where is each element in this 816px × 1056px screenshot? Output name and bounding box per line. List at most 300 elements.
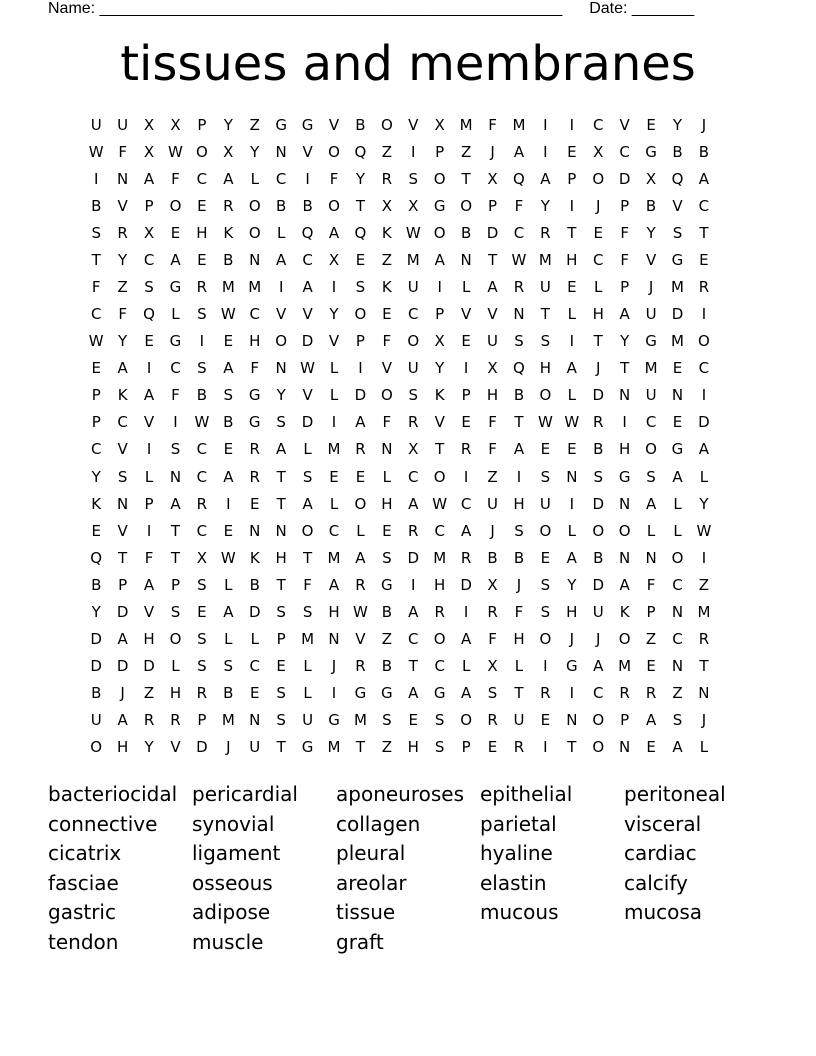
- grid-letter[interactable]: L: [461, 278, 471, 296]
- grid-letter[interactable]: R: [117, 223, 128, 242]
- grid-letter[interactable]: S: [487, 684, 498, 703]
- grid-letter[interactable]: Z: [698, 575, 710, 594]
- grid-letter[interactable]: C: [196, 521, 208, 540]
- grid-letter[interactable]: N: [249, 711, 261, 730]
- grid-letter[interactable]: M: [301, 630, 315, 649]
- grid-letter[interactable]: B: [91, 196, 102, 215]
- grid-letter[interactable]: J: [120, 684, 125, 703]
- grid-letter[interactable]: A: [143, 169, 155, 188]
- grid-letter[interactable]: A: [143, 386, 155, 405]
- grid-letter[interactable]: Q: [301, 223, 314, 242]
- grid-letter[interactable]: F: [329, 169, 339, 188]
- grid-letter[interactable]: X: [170, 115, 181, 134]
- grid-letter[interactable]: O: [592, 711, 605, 730]
- grid-letter[interactable]: V: [408, 115, 419, 134]
- grid-letter[interactable]: S: [434, 738, 445, 757]
- grid-letter[interactable]: E: [144, 332, 154, 351]
- grid-letter[interactable]: L: [224, 575, 233, 594]
- grid-letter[interactable]: S: [593, 467, 603, 486]
- grid-letter[interactable]: S: [170, 440, 181, 459]
- grid-letter[interactable]: M: [512, 115, 526, 134]
- grid-letter[interactable]: K: [434, 386, 445, 405]
- grid-letter[interactable]: L: [329, 386, 339, 405]
- grid-letter[interactable]: G: [169, 332, 182, 351]
- grid-letter[interactable]: F: [91, 278, 101, 296]
- grid-letter[interactable]: T: [435, 440, 445, 459]
- grid-letter[interactable]: U: [407, 359, 419, 378]
- grid-letter[interactable]: I: [543, 142, 548, 161]
- grid-letter[interactable]: A: [328, 575, 340, 594]
- grid-letter[interactable]: M: [671, 332, 684, 351]
- grid-letter[interactable]: T: [355, 738, 366, 757]
- grid-letter[interactable]: N: [619, 548, 631, 567]
- grid-letter[interactable]: T: [620, 359, 630, 378]
- grid-letter[interactable]: B: [672, 142, 683, 161]
- grid-letter[interactable]: A: [408, 602, 419, 621]
- grid-letter[interactable]: H: [619, 440, 631, 459]
- grid-letter[interactable]: C: [408, 630, 419, 649]
- grid-letter[interactable]: U: [487, 332, 499, 351]
- grid-letter[interactable]: H: [196, 223, 208, 242]
- grid-letter[interactable]: R: [196, 494, 208, 513]
- grid-letter[interactable]: X: [408, 440, 419, 459]
- grid-letter[interactable]: V: [434, 413, 445, 432]
- grid-letter[interactable]: O: [248, 223, 261, 242]
- grid-letter[interactable]: R: [408, 521, 419, 540]
- grid-letter[interactable]: H: [513, 630, 525, 649]
- grid-letter[interactable]: K: [381, 278, 392, 296]
- grid-letter[interactable]: P: [567, 169, 577, 188]
- grid-letter[interactable]: C: [408, 305, 419, 324]
- grid-letter[interactable]: A: [619, 305, 630, 324]
- grid-letter[interactable]: R: [513, 278, 525, 296]
- grid-letter[interactable]: D: [116, 657, 129, 676]
- grid-letter[interactable]: I: [569, 115, 575, 134]
- grid-letter[interactable]: L: [329, 359, 339, 378]
- grid-letter[interactable]: S: [276, 413, 286, 432]
- grid-letter[interactable]: X: [487, 575, 498, 594]
- grid-letter[interactable]: J: [596, 359, 601, 378]
- grid-letter[interactable]: C: [408, 467, 419, 486]
- grid-letter[interactable]: H: [592, 305, 604, 324]
- grid-letter[interactable]: V: [302, 386, 313, 405]
- grid-letter[interactable]: P: [144, 196, 154, 215]
- grid-letter[interactable]: S: [276, 711, 286, 730]
- grid-letter[interactable]: Z: [381, 630, 392, 649]
- grid-letter[interactable]: O: [380, 386, 393, 405]
- grid-letter[interactable]: Y: [672, 115, 683, 134]
- grid-letter[interactable]: B: [513, 386, 525, 405]
- grid-letter[interactable]: H: [143, 630, 155, 649]
- grid-letter[interactable]: L: [303, 440, 312, 459]
- grid-letter[interactable]: T: [303, 548, 313, 567]
- grid-letter[interactable]: F: [171, 386, 180, 405]
- grid-letter[interactable]: U: [539, 494, 551, 513]
- grid-letter[interactable]: L: [461, 657, 471, 676]
- grid-letter[interactable]: I: [701, 305, 707, 324]
- grid-letter[interactable]: E: [197, 196, 207, 215]
- grid-letter[interactable]: I: [437, 278, 442, 296]
- grid-letter[interactable]: A: [672, 738, 683, 757]
- grid-letter[interactable]: Z: [381, 142, 392, 161]
- grid-letter[interactable]: N: [249, 250, 261, 269]
- grid-letter[interactable]: D: [698, 413, 710, 432]
- grid-letter[interactable]: D: [196, 738, 208, 757]
- grid-letter[interactable]: U: [592, 602, 604, 621]
- grid-letter[interactable]: O: [460, 711, 473, 730]
- grid-letter[interactable]: O: [618, 521, 631, 540]
- grid-letter[interactable]: O: [354, 494, 367, 513]
- grid-letter[interactable]: G: [645, 142, 657, 161]
- grid-letter[interactable]: X: [434, 332, 445, 351]
- grid-letter[interactable]: I: [543, 738, 548, 757]
- grid-letter[interactable]: R: [355, 657, 366, 676]
- grid-letter[interactable]: K: [117, 386, 128, 405]
- grid-letter[interactable]: T: [276, 494, 286, 513]
- grid-letter[interactable]: V: [328, 332, 340, 351]
- grid-letter[interactable]: C: [513, 223, 525, 242]
- grid-letter[interactable]: S: [540, 467, 551, 486]
- grid-letter[interactable]: O: [671, 548, 684, 567]
- grid-letter[interactable]: Q: [513, 169, 525, 188]
- grid-letter[interactable]: E: [197, 250, 207, 269]
- grid-letter[interactable]: L: [699, 467, 709, 486]
- grid-letter[interactable]: E: [382, 521, 392, 540]
- grid-letter[interactable]: O: [380, 115, 393, 134]
- grid-letter[interactable]: V: [487, 305, 498, 324]
- grid-letter[interactable]: M: [327, 548, 341, 567]
- grid-letter[interactable]: D: [460, 575, 472, 594]
- grid-letter[interactable]: G: [248, 386, 261, 405]
- grid-letter[interactable]: R: [540, 223, 551, 242]
- grid-letter[interactable]: E: [197, 602, 207, 621]
- grid-letter[interactable]: A: [566, 548, 577, 567]
- grid-letter[interactable]: W: [696, 521, 712, 540]
- grid-letter[interactable]: F: [620, 223, 629, 242]
- grid-letter[interactable]: D: [671, 305, 684, 324]
- grid-letter[interactable]: A: [672, 467, 683, 486]
- grid-letter[interactable]: C: [592, 250, 604, 269]
- grid-letter[interactable]: E: [223, 440, 234, 459]
- grid-letter[interactable]: N: [619, 386, 631, 405]
- grid-letter[interactable]: F: [488, 413, 497, 432]
- grid-letter[interactable]: C: [672, 630, 683, 649]
- grid-letter[interactable]: I: [569, 332, 575, 351]
- grid-letter[interactable]: Y: [118, 250, 128, 269]
- grid-letter[interactable]: P: [620, 711, 630, 730]
- grid-letter[interactable]: S: [117, 467, 128, 486]
- grid-letter[interactable]: G: [248, 413, 261, 432]
- grid-letter[interactable]: G: [381, 684, 393, 703]
- grid-letter[interactable]: U: [90, 711, 102, 730]
- grid-letter[interactable]: A: [513, 440, 525, 459]
- grid-letter[interactable]: I: [701, 386, 707, 405]
- grid-letter[interactable]: D: [486, 223, 499, 242]
- grid-letter[interactable]: E: [646, 657, 656, 676]
- grid-letter[interactable]: S: [197, 575, 207, 594]
- grid-letter[interactable]: S: [672, 711, 683, 730]
- grid-letter[interactable]: R: [619, 684, 630, 703]
- grid-letter[interactable]: V: [460, 305, 472, 324]
- grid-letter[interactable]: M: [618, 657, 632, 676]
- grid-letter[interactable]: U: [407, 278, 419, 296]
- grid-letter[interactable]: L: [250, 630, 259, 649]
- grid-letter[interactable]: Y: [118, 332, 128, 351]
- grid-letter[interactable]: G: [381, 575, 393, 594]
- grid-letter[interactable]: V: [276, 305, 287, 324]
- grid-letter[interactable]: O: [90, 738, 103, 757]
- grid-letter[interactable]: F: [382, 332, 392, 351]
- grid-letter[interactable]: H: [434, 575, 446, 594]
- grid-letter[interactable]: N: [328, 630, 340, 649]
- grid-letter[interactable]: V: [381, 359, 392, 378]
- grid-letter[interactable]: W: [88, 332, 104, 351]
- grid-letter[interactable]: R: [540, 684, 551, 703]
- grid-letter[interactable]: L: [276, 223, 286, 242]
- grid-letter[interactable]: O: [460, 196, 473, 215]
- grid-letter[interactable]: F: [488, 115, 497, 134]
- grid-letter[interactable]: Z: [487, 467, 498, 486]
- grid-letter[interactable]: Y: [144, 738, 154, 757]
- grid-letter[interactable]: R: [434, 602, 445, 621]
- grid-letter[interactable]: I: [199, 332, 205, 351]
- grid-letter[interactable]: X: [645, 169, 657, 188]
- grid-letter[interactable]: U: [90, 115, 102, 134]
- grid-letter[interactable]: C: [196, 467, 208, 486]
- grid-letter[interactable]: C: [619, 142, 630, 161]
- grid-letter[interactable]: R: [487, 602, 498, 621]
- grid-letter[interactable]: N: [117, 494, 129, 513]
- grid-letter[interactable]: L: [567, 386, 576, 405]
- grid-letter[interactable]: H: [513, 494, 525, 513]
- name-field[interactable]: Name: ____________________________________________________: [48, 0, 563, 17]
- grid-letter[interactable]: U: [249, 738, 261, 757]
- grid-letter[interactable]: T: [91, 250, 101, 269]
- grid-letter[interactable]: X: [487, 657, 498, 676]
- grid-letter[interactable]: W: [88, 142, 104, 161]
- grid-letter[interactable]: O: [433, 223, 446, 242]
- grid-letter[interactable]: S: [434, 711, 445, 730]
- grid-letter[interactable]: A: [408, 684, 419, 703]
- grid-letter[interactable]: M: [644, 359, 658, 378]
- grid-letter[interactable]: E: [646, 738, 656, 757]
- grid-letter[interactable]: A: [434, 250, 445, 269]
- grid-letter[interactable]: X: [487, 359, 498, 378]
- grid-letter[interactable]: A: [223, 359, 234, 378]
- grid-letter[interactable]: A: [223, 467, 234, 486]
- grid-letter[interactable]: E: [487, 738, 498, 757]
- grid-letter[interactable]: W: [564, 413, 580, 432]
- grid-letter[interactable]: E: [91, 521, 101, 540]
- grid-letter[interactable]: M: [327, 738, 341, 757]
- grid-letter[interactable]: A: [170, 494, 181, 513]
- grid-letter[interactable]: L: [171, 305, 180, 324]
- grid-letter[interactable]: O: [645, 440, 657, 459]
- grid-letter[interactable]: Q: [90, 548, 103, 567]
- grid-letter[interactable]: S: [302, 602, 313, 621]
- grid-letter[interactable]: M: [327, 440, 341, 459]
- grid-letter[interactable]: C: [592, 684, 604, 703]
- grid-letter[interactable]: D: [90, 657, 102, 676]
- grid-letter[interactable]: D: [592, 386, 604, 405]
- grid-letter[interactable]: F: [118, 142, 127, 161]
- grid-letter[interactable]: N: [513, 305, 525, 324]
- grid-letter[interactable]: E: [672, 359, 683, 378]
- grid-letter[interactable]: N: [671, 657, 684, 676]
- grid-letter[interactable]: E: [646, 115, 656, 134]
- grid-letter[interactable]: N: [698, 684, 710, 703]
- grid-letter[interactable]: T: [540, 305, 550, 324]
- grid-letter[interactable]: X: [593, 142, 604, 161]
- grid-letter[interactable]: D: [116, 602, 129, 621]
- grid-letter[interactable]: J: [596, 196, 601, 215]
- grid-letter[interactable]: C: [170, 359, 181, 378]
- grid-letter[interactable]: G: [354, 684, 367, 703]
- grid-letter[interactable]: E: [382, 305, 392, 324]
- grid-letter[interactable]: T: [593, 332, 603, 351]
- grid-letter[interactable]: Q: [354, 142, 367, 161]
- grid-letter[interactable]: P: [620, 278, 630, 296]
- grid-letter[interactable]: Q: [354, 223, 367, 242]
- grid-letter[interactable]: X: [487, 169, 498, 188]
- grid-letter[interactable]: V: [117, 521, 128, 540]
- grid-letter[interactable]: G: [645, 332, 657, 351]
- grid-letter[interactable]: B: [223, 684, 234, 703]
- grid-letter[interactable]: I: [278, 278, 284, 296]
- grid-letter[interactable]: P: [620, 196, 630, 215]
- date-field[interactable]: Date: _______: [589, 0, 695, 17]
- grid-letter[interactable]: O: [354, 305, 367, 324]
- grid-letter[interactable]: A: [276, 250, 287, 269]
- grid-letter[interactable]: Z: [249, 115, 260, 134]
- grid-letter[interactable]: O: [592, 521, 605, 540]
- grid-letter[interactable]: N: [275, 521, 287, 540]
- grid-letter[interactable]: T: [408, 657, 418, 676]
- grid-letter[interactable]: N: [619, 494, 631, 513]
- grid-letter[interactable]: S: [197, 305, 207, 324]
- grid-letter[interactable]: C: [117, 413, 128, 432]
- grid-letter[interactable]: R: [196, 278, 208, 296]
- grid-letter[interactable]: T: [461, 169, 471, 188]
- grid-letter[interactable]: E: [250, 494, 260, 513]
- grid-letter[interactable]: E: [223, 332, 234, 351]
- grid-letter[interactable]: I: [358, 359, 363, 378]
- grid-letter[interactable]: J: [331, 657, 337, 676]
- grid-letter[interactable]: S: [197, 630, 207, 649]
- grid-letter[interactable]: C: [196, 169, 208, 188]
- grid-letter[interactable]: D: [354, 386, 367, 405]
- grid-letter[interactable]: R: [355, 575, 366, 594]
- grid-letter[interactable]: W: [353, 602, 368, 621]
- grid-letter[interactable]: B: [249, 575, 260, 594]
- grid-letter[interactable]: A: [566, 359, 577, 378]
- grid-letter[interactable]: S: [514, 332, 524, 351]
- grid-letter[interactable]: J: [701, 711, 707, 730]
- grid-letter[interactable]: S: [91, 223, 101, 242]
- grid-letter[interactable]: X: [196, 548, 208, 567]
- grid-letter[interactable]: N: [671, 602, 684, 621]
- grid-letter[interactable]: E: [461, 413, 471, 432]
- grid-letter[interactable]: Y: [620, 332, 630, 351]
- grid-letter[interactable]: A: [460, 684, 472, 703]
- grid-letter[interactable]: A: [276, 440, 287, 459]
- grid-letter[interactable]: H: [328, 602, 340, 621]
- grid-letter[interactable]: F: [620, 250, 629, 269]
- grid-letter[interactable]: B: [593, 548, 604, 567]
- grid-letter[interactable]: D: [592, 494, 604, 513]
- grid-letter[interactable]: C: [645, 413, 657, 432]
- grid-letter[interactable]: X: [328, 250, 340, 269]
- grid-letter[interactable]: Y: [250, 142, 260, 161]
- grid-letter[interactable]: Y: [276, 386, 286, 405]
- grid-letter[interactable]: S: [144, 278, 154, 296]
- grid-letter[interactable]: P: [355, 332, 365, 351]
- grid-letter[interactable]: C: [460, 494, 472, 513]
- grid-letter[interactable]: H: [486, 386, 499, 405]
- grid-letter[interactable]: O: [539, 386, 552, 405]
- grid-letter[interactable]: U: [302, 711, 314, 730]
- grid-letter[interactable]: N: [619, 738, 631, 757]
- grid-letter[interactable]: M: [248, 278, 262, 296]
- grid-letter[interactable]: S: [302, 467, 313, 486]
- grid-letter[interactable]: P: [144, 494, 154, 513]
- grid-letter[interactable]: C: [90, 305, 102, 324]
- grid-letter[interactable]: M: [406, 250, 420, 269]
- grid-letter[interactable]: F: [303, 575, 312, 594]
- grid-letter[interactable]: W: [220, 548, 236, 567]
- grid-letter[interactable]: C: [672, 575, 683, 594]
- grid-letter[interactable]: Y: [567, 575, 577, 594]
- grid-letter[interactable]: R: [170, 711, 181, 730]
- grid-letter[interactable]: C: [90, 440, 102, 459]
- grid-letter[interactable]: C: [275, 169, 287, 188]
- grid-letter[interactable]: B: [196, 386, 208, 405]
- grid-letter[interactable]: H: [566, 250, 578, 269]
- grid-letter[interactable]: E: [276, 657, 286, 676]
- grid-letter[interactable]: S: [646, 467, 656, 486]
- grid-letter[interactable]: C: [328, 521, 340, 540]
- grid-letter[interactable]: A: [698, 440, 710, 459]
- grid-letter[interactable]: Y: [699, 494, 709, 513]
- grid-letter[interactable]: I: [173, 413, 178, 432]
- grid-letter[interactable]: Y: [329, 305, 339, 324]
- grid-letter[interactable]: R: [249, 467, 260, 486]
- grid-letter[interactable]: F: [250, 359, 260, 378]
- grid-letter[interactable]: T: [170, 521, 181, 540]
- grid-letter[interactable]: E: [329, 467, 339, 486]
- grid-letter[interactable]: S: [276, 684, 286, 703]
- grid-letter[interactable]: F: [488, 630, 497, 649]
- grid-letter[interactable]: C: [143, 250, 155, 269]
- grid-letter[interactable]: R: [487, 711, 498, 730]
- grid-letter[interactable]: O: [169, 196, 182, 215]
- grid-letter[interactable]: B: [593, 440, 604, 459]
- grid-letter[interactable]: O: [195, 142, 208, 161]
- grid-letter[interactable]: B: [513, 548, 525, 567]
- grid-letter[interactable]: O: [698, 332, 710, 351]
- grid-letter[interactable]: P: [461, 386, 471, 405]
- grid-letter[interactable]: J: [226, 738, 231, 757]
- grid-letter[interactable]: S: [382, 548, 392, 567]
- grid-letter[interactable]: R: [196, 684, 208, 703]
- grid-letter[interactable]: C: [302, 250, 313, 269]
- grid-letter[interactable]: M: [353, 711, 367, 730]
- grid-letter[interactable]: W: [300, 359, 315, 378]
- grid-letter[interactable]: M: [433, 548, 447, 567]
- grid-letter[interactable]: Z: [381, 250, 392, 269]
- grid-letter[interactable]: V: [645, 250, 657, 269]
- grid-letter[interactable]: R: [143, 711, 155, 730]
